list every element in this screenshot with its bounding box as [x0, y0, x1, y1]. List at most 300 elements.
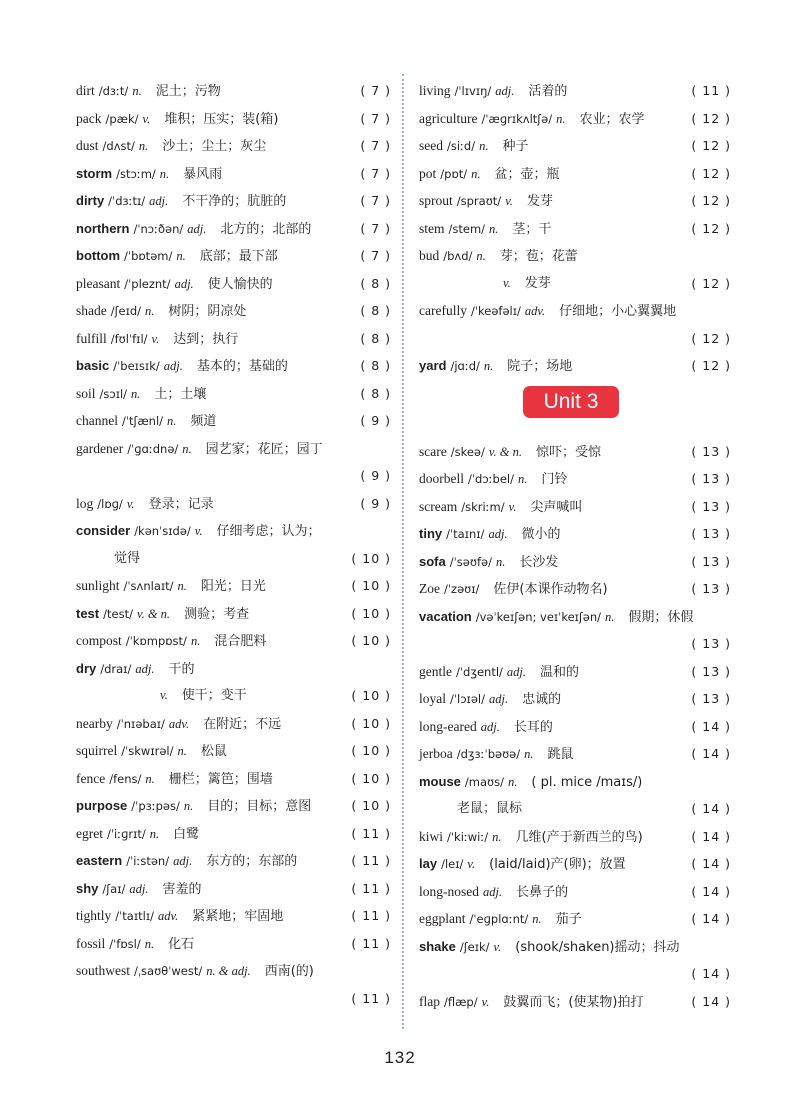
part-of-speech: n. — [492, 829, 502, 844]
vocab-row — [419, 603, 731, 631]
vocab-row — [76, 325, 391, 353]
vocab-row — [419, 795, 731, 823]
vocab-entry — [419, 850, 626, 879]
vocab-row — [419, 325, 731, 353]
lesson-number: ( 12 ) — [691, 330, 731, 346]
vocab-word: soil — [76, 385, 96, 401]
vocab-row — [419, 905, 731, 933]
vocab-word: scare — [419, 443, 447, 459]
part-of-speech: n. — [483, 359, 494, 373]
lesson-number: ( 7 ) — [360, 110, 391, 126]
vocab-entry — [76, 325, 238, 354]
chinese-meaning: 使人愉快的 — [207, 276, 273, 292]
phonetic: /kənˈsɪdə/ — [134, 524, 191, 538]
vocab-word: egret — [76, 825, 103, 841]
phonetic: /stɔːm/ — [116, 166, 156, 181]
lesson-number: ( 10 ) — [351, 715, 391, 731]
vocab-entry — [419, 132, 529, 161]
vocab-word: eastern — [76, 853, 123, 868]
part-of-speech: v. — [126, 496, 135, 511]
lesson-number: ( 14 ) — [691, 718, 731, 734]
part-of-speech: adv. — [524, 304, 546, 318]
lesson-number: ( 8 ) — [360, 275, 391, 291]
vocab-entry — [76, 270, 273, 299]
part-of-speech: adj. — [495, 84, 515, 98]
vocab-word: pack — [76, 110, 102, 126]
part-of-speech: n. — [489, 221, 499, 236]
phonetic: /dʒɜːˈbəʊə/ — [456, 747, 521, 761]
chinese-meaning: 长鼻子的 — [516, 884, 569, 900]
vocab-row — [76, 710, 391, 738]
vocab-entry — [419, 823, 643, 852]
chinese-meaning: 在附近；不远 — [203, 716, 282, 732]
vocab-word: living — [419, 83, 451, 98]
vocab-word: shy — [76, 880, 99, 896]
chinese-meaning: 微小的 — [521, 527, 561, 542]
vocab-entry — [76, 820, 199, 849]
lesson-number: ( 12 ) — [691, 110, 731, 126]
part-of-speech: adj. — [129, 881, 149, 896]
phonetic: /dɜːt/ — [98, 84, 129, 98]
part-of-speech: n. — [532, 912, 542, 926]
vocab-entry — [76, 77, 221, 106]
lesson-number: ( 10 ) — [351, 605, 391, 621]
part-of-speech: n. — [495, 554, 506, 569]
phonetic: /ˈsʌnlaɪt/ — [123, 579, 174, 593]
chinese-meaning: 几维(产于新西兰的鸟) — [515, 829, 643, 845]
vocab-word: squirrel — [76, 743, 118, 758]
vocab-word: sunlight — [76, 578, 120, 593]
phonetic: /ˈɡɑːdnə/ — [127, 441, 179, 456]
vocab-word: shake — [419, 938, 456, 954]
chinese-meaning: 害羞的 — [162, 881, 202, 897]
part-of-speech: v. & n. — [136, 606, 171, 621]
vocab-word: long-nosed — [419, 883, 479, 899]
lesson-number: ( 7 ) — [360, 138, 391, 153]
left-vocabulary-column — [76, 77, 391, 1012]
vocab-row — [76, 297, 391, 325]
vocab-word: lay — [419, 856, 438, 871]
chinese-meaning: 门铃 — [541, 472, 568, 487]
phonetic: /ˌsaʊθˈwest/ — [134, 964, 203, 978]
part-of-speech: adj. — [173, 854, 193, 868]
chinese-meaning: 达到；执行 — [173, 331, 239, 347]
lesson-number: ( 12 ) — [691, 220, 731, 236]
phonetic: /ˈlɔɪəl/ — [450, 692, 485, 706]
part-of-speech: adj. — [163, 359, 183, 373]
phonetic: /skeə/ — [450, 444, 485, 459]
phonetic: /fens/ — [109, 771, 142, 786]
phonetic: /stem/ — [448, 221, 486, 236]
right-vocabulary-column — [419, 77, 731, 1015]
phonetic: /skriːm/ — [461, 499, 505, 514]
vocab-row — [76, 682, 391, 710]
vocab-entry — [76, 215, 311, 244]
part-of-speech: n. — [132, 84, 142, 98]
vocab-word: long-eared — [419, 718, 477, 734]
lesson-number: ( 12 ) — [691, 138, 731, 153]
vocab-row — [76, 600, 391, 628]
phonetic: /ˈpɜːpəs/ — [131, 799, 180, 813]
chinese-meaning: 频道 — [190, 414, 217, 429]
phonetic: /vəˈkeɪʃən; veɪˈkeɪʃən/ — [475, 609, 602, 624]
vocab-entry — [76, 105, 278, 134]
vocab-word: dirt — [76, 83, 95, 98]
vocab-word: shade — [76, 303, 107, 318]
vocab-entry — [419, 465, 567, 494]
lesson-number: ( 11 ) — [351, 908, 391, 923]
chinese-meaning: ( pl. mice /maɪs/) — [531, 774, 643, 790]
phonetic: /pæk/ — [105, 111, 139, 126]
vocab-word: doorbell — [419, 471, 464, 486]
vocab-row — [76, 160, 391, 188]
chinese-meaning: 温和的 — [540, 664, 580, 680]
chinese-meaning: 仔细考虑；认为； — [216, 524, 321, 539]
vocab-word: tiny — [419, 526, 443, 541]
vocab-entry — [419, 105, 645, 134]
part-of-speech: n. — [508, 774, 518, 789]
vocab-word: pleasant — [76, 275, 121, 291]
phonetic: /ˈeɡplɑːnt/ — [469, 912, 529, 926]
vocab-word: southwest — [76, 963, 130, 978]
vocab-word: eggplant — [419, 911, 466, 926]
vocab-row — [76, 105, 391, 133]
phonetic: /ˈdʒentl/ — [456, 664, 503, 679]
vocab-row — [419, 77, 731, 105]
vocab-word: tightly — [76, 908, 112, 923]
vocab-word: test — [76, 605, 100, 621]
chinese-meaning: 茎；干 — [512, 221, 552, 237]
vocab-word: compost — [76, 633, 122, 648]
vocab-row — [419, 878, 731, 906]
phonetic: /fʊlˈfɪl/ — [110, 331, 148, 346]
vocab-row — [76, 380, 391, 408]
chinese-meaning: 长耳的 — [513, 719, 553, 735]
vocab-word: vacation — [419, 608, 472, 624]
vocab-entry — [76, 297, 246, 326]
vocab-row — [419, 575, 731, 603]
vocab-row — [419, 493, 731, 521]
vocab-entry — [76, 517, 321, 546]
vocab-entry — [76, 187, 286, 216]
vocab-entry — [419, 685, 561, 714]
chinese-meaning: (shook/shaken)摇动；抖动 — [515, 939, 680, 955]
chinese-meaning: 仔细地；小心翼翼地 — [559, 304, 677, 319]
vocab-entry — [76, 655, 194, 684]
vocab-entry — [76, 737, 227, 766]
page-number: 132 — [384, 1048, 416, 1067]
lesson-number: ( 12 ) — [691, 165, 731, 181]
phonetic: /ˈzəʊɪ/ — [444, 582, 480, 596]
vocab-entry — [76, 875, 201, 904]
vocab-word: sprout — [419, 193, 453, 208]
part-of-speech: n. & adj. — [206, 964, 251, 978]
vocab-row — [76, 572, 391, 600]
chinese-meaning: 树阴；阴凉处 — [168, 304, 247, 319]
lesson-number: ( 12 ) — [691, 275, 731, 291]
lesson-number: ( 13 ) — [691, 663, 731, 679]
vocab-entry — [76, 902, 283, 931]
part-of-speech: v. — [493, 939, 502, 954]
vocab-word: loyal — [419, 691, 446, 706]
phonetic: /draɪ/ — [100, 661, 132, 676]
lesson-number: ( 8 ) — [360, 330, 391, 346]
chinese-meaning: 干的 — [168, 661, 195, 677]
lesson-number: ( 13 ) — [691, 581, 731, 596]
lesson-number: ( 11 ) — [351, 935, 391, 951]
unit-3-list — [419, 438, 731, 1016]
vocab-entry — [419, 603, 693, 632]
vocab-entry — [419, 933, 680, 962]
chinese-meaning: 茄子 — [555, 912, 582, 927]
phonetic: /ˈlɪvɪŋ/ — [454, 84, 492, 98]
part-of-speech: n. — [479, 139, 489, 153]
chinese-meaning: 沙土；尘土；灰尘 — [162, 139, 267, 154]
lesson-number: ( 7 ) — [360, 248, 391, 263]
phonetic: /ˈkiːwiː/ — [447, 829, 489, 844]
vocab-word: Zoe — [419, 581, 440, 596]
chinese-meaning: 跳鼠 — [547, 747, 574, 762]
part-of-speech: v. — [160, 688, 168, 702]
phonetic: /ˈsəʊfə/ — [449, 554, 492, 569]
phonetic: /maʊs/ — [464, 774, 504, 789]
part-of-speech: v. — [508, 499, 517, 514]
vocab-word: mouse — [419, 773, 461, 789]
vocab-word: carefully — [419, 303, 467, 318]
vocab-row — [419, 740, 731, 768]
part-of-speech: n. — [524, 747, 534, 761]
vocab-word: gardener — [76, 440, 124, 456]
vocab-word: agriculture — [419, 110, 478, 126]
part-of-speech: n. — [138, 139, 149, 153]
phonetic: /ˈæɡrɪkʌltʃə/ — [481, 111, 553, 126]
vocab-row — [76, 517, 391, 545]
vocab-entry — [419, 297, 676, 326]
part-of-speech: n. — [144, 936, 155, 951]
phonetic: /ʃeɪk/ — [459, 939, 490, 954]
vocab-word: log — [76, 495, 94, 511]
vocab-word: bud — [419, 248, 440, 263]
lesson-number: ( 14 ) — [691, 911, 731, 926]
meaning-continued: 使干；变干 — [181, 688, 247, 703]
phonetic: /ˈnɪəbaɪ/ — [116, 716, 165, 731]
vocab-row — [76, 792, 391, 820]
vocab-word: sofa — [419, 553, 446, 569]
vocab-entry — [419, 905, 582, 934]
vocab-row — [419, 960, 731, 988]
part-of-speech: v. — [503, 275, 511, 290]
chinese-meaning: 西南(的) — [264, 964, 314, 979]
chinese-meaning: 农业；农学 — [579, 111, 645, 127]
part-of-speech: v. — [467, 857, 476, 871]
part-of-speech: n. — [167, 414, 177, 428]
phonetic: /ˈdɔːbel/ — [468, 472, 514, 486]
phonetic: /ˈkeəfəlɪ/ — [470, 304, 521, 318]
chinese-meaning: 暴风雨 — [183, 166, 223, 182]
vocab-row — [419, 187, 731, 215]
vocab-row — [76, 490, 391, 518]
phonetic: /sɔɪl/ — [99, 386, 128, 401]
vocab-entry — [76, 572, 266, 601]
vocab-entry — [419, 988, 644, 1017]
part-of-speech: adj. — [488, 692, 509, 706]
phonetic: /jɑːd/ — [450, 359, 480, 373]
chinese-meaning: 园艺家；花匠；园丁 — [205, 441, 323, 457]
lesson-number: ( 13 ) — [691, 498, 731, 514]
vocab-entry — [419, 242, 578, 271]
vocab-word: dirty — [76, 193, 105, 208]
part-of-speech: adj. — [488, 527, 508, 541]
lesson-number: ( 14 ) — [691, 856, 731, 871]
chinese-meaning: 阳光；日光 — [200, 579, 266, 594]
vocab-word: basic — [76, 358, 110, 373]
phonetic: /ˈiːɡrɪt/ — [106, 826, 146, 841]
part-of-speech: n. — [183, 799, 194, 813]
vocab-word: bottom — [76, 248, 121, 263]
lesson-number: ( 13 ) — [691, 471, 731, 486]
vocab-row — [419, 988, 731, 1016]
lesson-number: ( 7 ) — [360, 83, 391, 98]
part-of-speech: adj. — [187, 221, 207, 236]
chinese-meaning: 栅栏；篱笆；围墙 — [168, 771, 273, 787]
phonetic: /ˈnɔːðən/ — [133, 221, 184, 236]
part-of-speech: v. & n. — [488, 444, 522, 459]
vocab-entry — [419, 713, 553, 742]
part-of-speech: v. — [194, 524, 203, 538]
lesson-number: ( 8 ) — [360, 303, 391, 318]
chinese-meaning: 院子；场地 — [507, 359, 573, 374]
vocab-row — [76, 77, 391, 105]
meaning-continued: 觉得 — [114, 550, 141, 566]
vocab-entry — [76, 847, 297, 876]
vocab-entry — [76, 957, 314, 986]
vocab-row — [419, 160, 731, 188]
chinese-meaning: 鼓翼而飞；(使某物)拍打 — [503, 994, 644, 1010]
unit-3-heading: Unit 3 — [523, 386, 619, 418]
vocab-entry — [419, 740, 574, 769]
vocab-row — [419, 685, 731, 713]
phonetic: /flæp/ — [444, 994, 478, 1009]
vocab-row — [76, 132, 391, 160]
vocab-row — [76, 462, 391, 490]
phonetic: /ʃaɪ/ — [102, 881, 126, 896]
part-of-speech: adj. — [174, 276, 194, 291]
lesson-number: ( 14 ) — [691, 993, 731, 1009]
chinese-meaning: 松鼠 — [200, 744, 227, 759]
chinese-meaning: 泥土；污物 — [155, 84, 221, 99]
lesson-number: ( 10 ) — [351, 578, 391, 593]
phonetic: /ˈtʃænl/ — [121, 414, 164, 428]
vocab-entry — [76, 600, 249, 629]
vocab-word: stem — [419, 220, 445, 236]
part-of-speech: n. — [471, 166, 481, 181]
vocab-entry — [419, 768, 642, 797]
lesson-number: ( 9 ) — [360, 468, 391, 483]
vocab-row — [76, 902, 391, 930]
vocab-word: jerboa — [419, 746, 453, 761]
vocab-entry — [76, 710, 281, 739]
vocab-word: dust — [76, 138, 99, 153]
phonetic: /lɒɡ/ — [97, 496, 123, 511]
part-of-speech: n. — [177, 744, 187, 758]
vocab-word: yard — [419, 358, 447, 373]
column-divider — [402, 74, 404, 1029]
chinese-meaning: 基本的；基础的 — [196, 359, 288, 374]
vocab-row — [419, 630, 731, 658]
vocab-row — [76, 352, 391, 380]
vocab-entry — [419, 438, 601, 467]
phonetic: /ʃeɪd/ — [110, 304, 142, 318]
vocab-row — [76, 627, 391, 655]
part-of-speech: v. — [505, 194, 513, 208]
vocab-entry — [419, 187, 553, 216]
chinese-meaning: 盆；壶；瓶 — [494, 166, 560, 182]
chinese-meaning: 佐伊(本课作动物名) — [493, 582, 608, 597]
chinese-meaning: 不干净的；肮脏的 — [182, 194, 287, 209]
vocab-row — [419, 548, 731, 576]
vocab-entry — [419, 575, 608, 604]
vocab-row — [419, 105, 731, 133]
lesson-number: ( 14 ) — [691, 746, 731, 761]
lesson-number: ( 10 ) — [351, 798, 391, 813]
lesson-number: ( 11 ) — [351, 853, 391, 868]
phonetic: /ˈiːstən/ — [126, 854, 170, 868]
vocab-entry — [76, 242, 278, 271]
chinese-meaning: 北方的；北部的 — [220, 221, 312, 237]
vocab-word: northern — [76, 220, 130, 236]
vocab-row — [76, 545, 391, 573]
vocab-word: storm — [76, 165, 113, 181]
lesson-number: ( 9 ) — [360, 495, 391, 511]
vocab-entry — [419, 493, 582, 522]
phonetic: /ˈtaɪnɪ/ — [446, 527, 485, 541]
chinese-meaning: 种子 — [502, 139, 529, 154]
part-of-speech: n. — [159, 166, 170, 181]
phonetic: /ˈdɜːtɪ/ — [108, 194, 146, 208]
lesson-number: ( 13 ) — [691, 526, 731, 541]
phonetic: /ˈpleznt/ — [124, 276, 171, 291]
part-of-speech: adv. — [168, 716, 190, 731]
vocab-entry — [419, 520, 561, 549]
vocab-entry — [419, 352, 572, 381]
chinese-meaning: 芽；苞；花蕾 — [499, 249, 578, 264]
chinese-meaning: 活着的 — [528, 84, 568, 99]
vocab-word: pot — [419, 165, 437, 181]
lesson-number: ( 13 ) — [691, 691, 731, 706]
part-of-speech: adj. — [483, 884, 503, 899]
vocab-row — [419, 297, 731, 325]
vocab-entry — [100, 545, 140, 573]
phonetic: /bʌd/ — [443, 249, 473, 263]
vocab-entry — [419, 548, 558, 577]
vocab-word: channel — [76, 413, 118, 428]
chinese-meaning: 假期；休假 — [628, 609, 694, 625]
chinese-meaning: 土；土壤 — [154, 386, 207, 402]
part-of-speech: adj. — [480, 719, 500, 734]
vocab-entry — [76, 132, 266, 161]
part-of-speech: adj. — [506, 664, 527, 679]
vocab-word: scream — [419, 498, 458, 514]
vocab-word: consider — [76, 523, 131, 538]
part-of-speech: n. — [556, 111, 566, 126]
vocab-row — [419, 713, 731, 741]
chinese-meaning: 东方的；东部的 — [206, 854, 298, 869]
part-of-speech: adj. — [135, 661, 155, 676]
lesson-number: ( 11 ) — [351, 825, 391, 841]
vocab-row — [76, 985, 391, 1013]
vocab-entry — [76, 792, 311, 821]
vocab-entry — [76, 627, 266, 656]
